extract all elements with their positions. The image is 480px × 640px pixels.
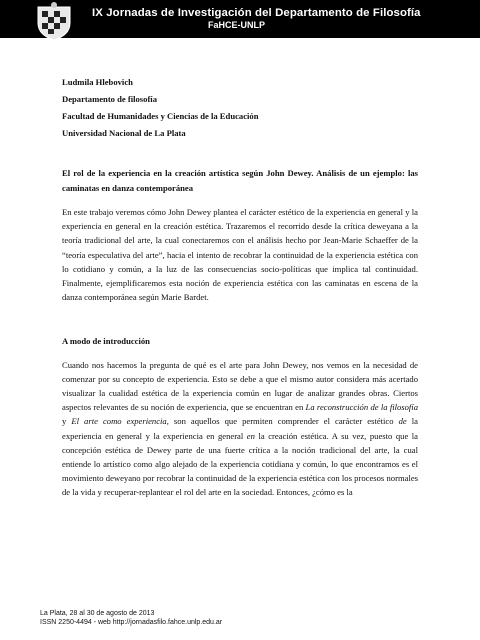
- intro-text-3: , son aquellos que permiten comprender el carácter estético: [166, 416, 399, 427]
- author-faculty: Facultad de Humanidades y Ciencias de la Educación: [62, 111, 259, 121]
- conference-subtitle: FaHCE-UNLP: [208, 20, 266, 30]
- footer-issn-web: ISSN 2250-4494 - web http://jornadasfilo.fahce.unlp.edu.ar: [40, 619, 223, 626]
- intro-text-5: la creación estética. A su vez, puesto que la concepción estética de Dewey parte de una fuerte crítica a la noción tradicional del arte, la cual entiende lo artístico como algo alejado de la experiencia cotidiana y común, lo que encontramos es el movimiento deweyano por recobrar la continuidad de la experiencia estética con los procesos normales de la vida y recuperar-replantear el rol del arte en la sociedad. Entonces, ¿cómo es la: [62, 430, 418, 498]
- paper-body: [62, 74, 418, 500]
- intro-italic-1: La reconstrucción de la filosofía: [305, 402, 418, 413]
- intro-text-4: la experiencia en general y la experiencia en general: [62, 416, 418, 441]
- footer-date: La Plata, 28 al 30 de agosto de 2013: [40, 610, 155, 617]
- author-department: Departamento de filosofía: [62, 94, 157, 104]
- intro-paragraph: [62, 358, 418, 500]
- intro-italic-2: El arte como experiencia: [71, 416, 167, 427]
- intro-text-2: y: [62, 416, 72, 427]
- abstract-paragraph: En este trabajo veremos cómo John Dewey plantea el carácter estético de la experiencia en general y la experiencia en general en la creación estética. Trazaremos el recorrido desde la crítica deweyana a la teoría tradicional del arte, la cual conectaremos con el análisis hecho por Jean-Marie Schaeffer de la “teoría especulativa del arte”, hacia el intento de recobrar la continuidad de la experiencia estética con lo cotidiano y común, a la luz de las consecuencias socio-políticas que implica tal continuidad. Finalmente, ejemplificaremos esta noción de experiencia estética con las caminatas en escena de la danza contemporánea según Marie Bardet.: [62, 207, 418, 303]
- author-university: Universidad Nacional de La Plata: [62, 128, 186, 138]
- page-footer: [40, 609, 222, 627]
- intro-text-1: Cuando nos hacemos la pregunta de qué es el arte para John Dewey, nos vemos en la necesidad de comenzar por su concepto de experiencia. Esto se debe a que el mismo autor considera más acertado visualizar la cualidad estética de la experiencia común en lugar de analizar grandes obras. Ciertos aspectos relevantes de su noción de experiencia, que se encuentran en: [62, 359, 418, 413]
- header-bar: [0, 0, 480, 38]
- university-seal-icon: [34, 1, 74, 41]
- intro-italic-4: en: [246, 430, 255, 441]
- paper-title: El rol de la experiencia en la creación artística según John Dewey. Análisis de un ejemplo: las caminatas en danza contemporánea: [62, 168, 418, 193]
- conference-title: IX Jornadas de Investigación del Departamento de Filosofía: [92, 7, 421, 19]
- author-name: Ludmila Hlebovich: [62, 77, 133, 87]
- intro-italic-3: de: [398, 416, 407, 427]
- section-heading: A modo de introducción: [62, 336, 150, 347]
